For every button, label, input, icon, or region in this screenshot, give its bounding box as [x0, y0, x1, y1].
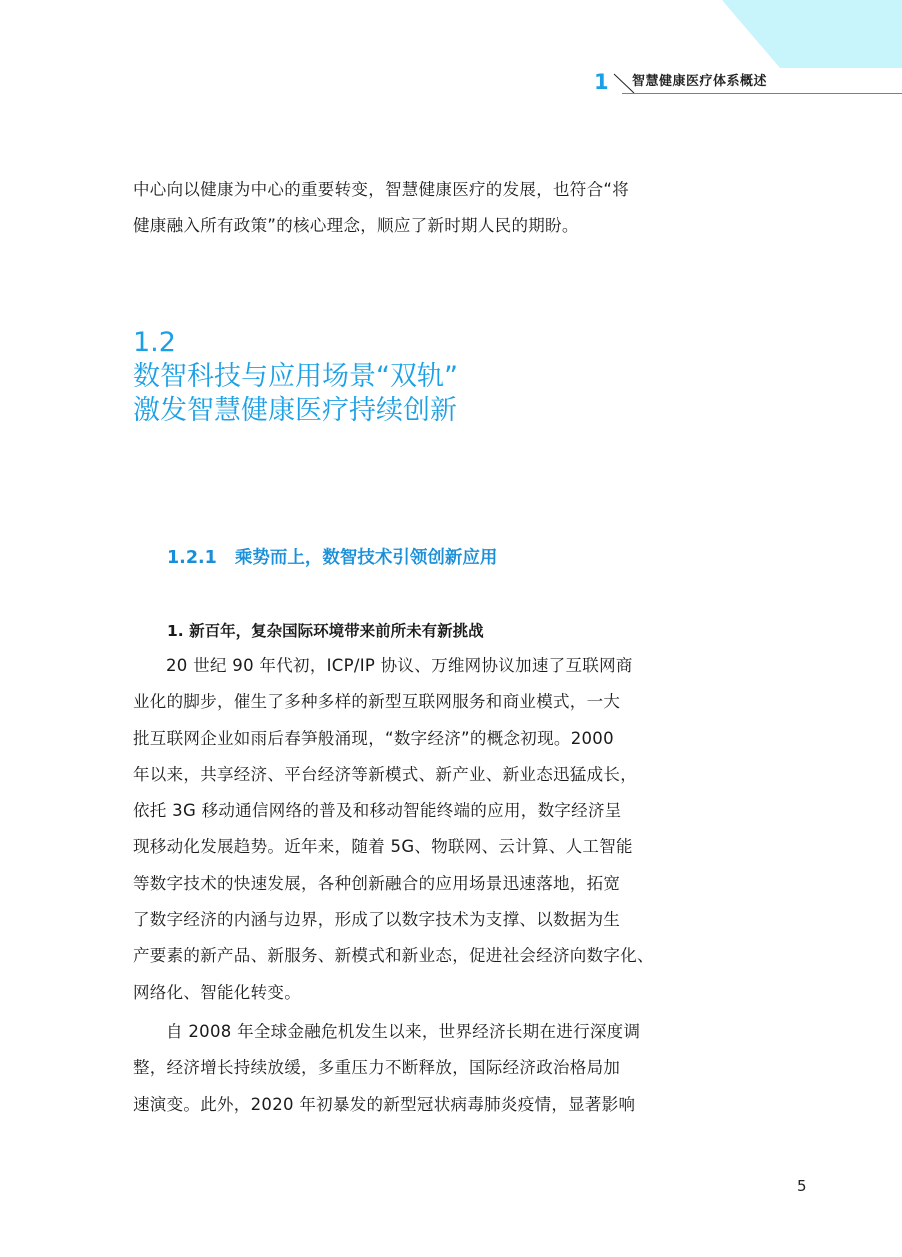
body-paragraph-2 [133, 1014, 657, 1123]
intro-paragraph [133, 172, 657, 245]
section-heading [133, 326, 693, 428]
text-line: 中心向以健康为中心的重要转变，智慧健康医疗的发展，也符合“将 [133, 180, 630, 199]
section-number: 1.2 [133, 327, 176, 358]
item-heading: 1. 新百年，复杂国际环境带来前所未有新挑战 [167, 622, 484, 640]
section-title-line: 数智科技与应用场景“双轨” [133, 361, 458, 392]
chapter-number: 1 [594, 70, 609, 94]
text-line: 依托 3G 移动通信网络的普及和移动智能终端的应用，数字经济呈 [133, 801, 622, 821]
header-rule [622, 93, 902, 94]
subsection-heading [167, 544, 497, 572]
section-title-line: 激发智慧健康医疗持续创新 [133, 395, 457, 426]
text-line: 业化的脚步，催生了多种多样的新型互联网服务和商业模式，一大 [133, 692, 621, 712]
text-line: 20 世纪 90 年代初，ICP/IP 协议、万维网协议加速了互联网商 [166, 656, 633, 675]
text-line: 批互联网企业如雨后春笋般涌现，“数字经济”的概念初现。2000 [133, 728, 614, 748]
text-line: 产要素的新产品、新服务、新模式和新业态，促进社会经济向数字化、 [133, 946, 654, 966]
body-paragraph-1 [133, 648, 657, 1011]
text-line: 等数字技术的快速发展，各种创新融合的应用场景迅速落地，拓宽 [133, 873, 621, 893]
text-line: 健康融入所有政策”的核心理念，顺应了新时期人民的期盼。 [133, 216, 579, 236]
running-header [592, 70, 902, 94]
text-line: 现移动化发展趋势。近年来，随着 5G、物联网、云计算、人工智能 [133, 837, 633, 857]
chapter-title: 智慧健康医疗体系概述 [632, 74, 768, 89]
text-line: 速演变。此外，2020 年初暴发的新型冠状病毒肺炎疫情，显著影响 [133, 1094, 636, 1114]
subsection-number: 1.2.1 [167, 548, 217, 568]
text-line: 整，经济增长持续放缓，多重压力不断释放，国际经济政治格局加 [133, 1058, 621, 1078]
text-line: 了数字经济的内涵与边界，形成了以数字技术为支撑、以数据为生 [133, 910, 621, 930]
page-number: 5 [797, 1177, 807, 1195]
corner-decoration [722, 0, 902, 68]
text-line: 网络化、智能化转变。 [133, 982, 301, 1002]
text-line: 年以来，共享经济、平台经济等新模式、新产业、新业态迅猛成长， [133, 764, 637, 784]
text-line: 自 2008 年全球金融危机发生以来，世界经济长期在进行深度调 [166, 1022, 641, 1041]
subsection-title: 乘势而上，数智技术引领创新应用 [234, 548, 498, 568]
